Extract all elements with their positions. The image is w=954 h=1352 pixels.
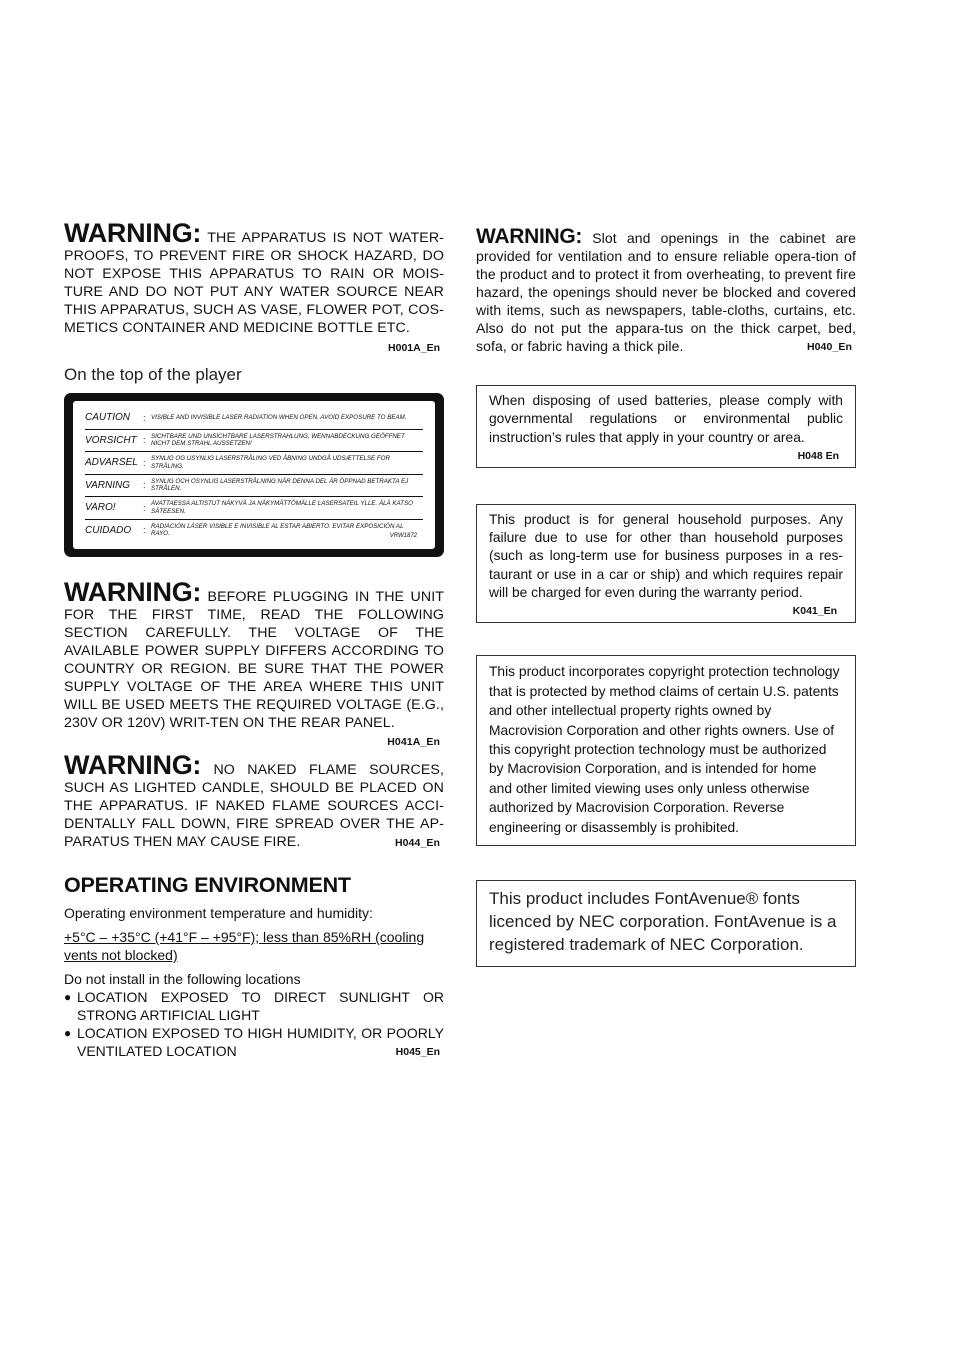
list-item (64, 988, 444, 1024)
label-row-text: RADIACIÓN LÁSER VISIBLE E INVISIBLE AL ESTAR ABIERTO. EVITAR EXPOSICIÓN AL RAYO. (151, 522, 404, 538)
warning-voltage (64, 577, 445, 748)
left-column (64, 218, 445, 1061)
warning-title: WARNING: (64, 577, 202, 607)
doc-code: H045_En (395, 1046, 440, 1058)
label-colon: : (143, 412, 146, 423)
label-row-text: AVATTAESSA ALTISTUT NÄKYVÄ JA NÄKYMÄTTÖMÄLLE LASERSATEIL YLLE. ÄLÄ KATSO SÄTEESEN. (151, 500, 413, 515)
label-row (85, 475, 423, 498)
label-row-name: VARNING (85, 479, 131, 491)
warning-title: WARNING: (476, 225, 583, 248)
label-colon: : (143, 525, 146, 536)
doc-code: H040_En (806, 341, 852, 353)
label-row (85, 407, 423, 430)
copyright-notice (476, 655, 856, 846)
warning-text: NO NAKED FLAME SOURCES, SUCH AS LIGHTED CANDLE, SHOULD BE PLACED ON THE APPARATUS. IF NAKED FLAME SOURCES ACCI-DENTALLY FALL DOWN, FIRE SPREAD OVER THE AP-PARATUS THEN MAY CAUSE FIRE. (64, 762, 444, 850)
list-item (64, 1024, 444, 1061)
section-heading: On the top of the player (64, 365, 242, 384)
right-column (476, 225, 856, 967)
notice-text: This product includes FontAvenue® fonts licenced by NEC corporation. FontAvenue is a registered trademark of NEC Corporation. (489, 889, 837, 955)
label-row-name: ADVARSEL (85, 457, 138, 469)
operating-intro: Operating environment temperature and humidity: (64, 905, 373, 921)
label-colon: : (143, 457, 146, 468)
label-row-name: VORSICHT (85, 434, 137, 446)
batteries-notice (476, 385, 856, 468)
label-colon: : (143, 502, 146, 513)
bullet-icon: ● (64, 990, 72, 1004)
doc-code: H041A_En (387, 736, 440, 748)
label-row (85, 520, 423, 542)
doc-code: H048 En (797, 449, 839, 462)
notice-text: When disposing of used batteries, please comply with governmental regulations or environmental public instruction’s rules that apply in your country or area. (489, 393, 843, 445)
list-item-text: LOCATION EXPOSED TO DIRECT SUNLIGHT OR STRONG ARTIFICIAL LIGHT (77, 989, 444, 1023)
label-row-name: CAUTION (85, 412, 130, 424)
label-row-text: SYNLIG OCH OSYNLIG LASERSTRÅLNING NÄR DENNA DEL ÄR ÖPPNAD BETRAKTA EJ STRÅLEN. (151, 477, 409, 493)
list-item-text (77, 1024, 444, 1061)
bullet-icon: ● (64, 1026, 72, 1040)
label-row (85, 497, 423, 520)
list-item-text: LOCATION EXPOSED TO HIGH HUMIDITY, OR POORLY VENTILATED LOCATION (77, 1025, 444, 1059)
warning-water (64, 218, 444, 337)
label-row-text: SICHTBARE UND UNSICHTBARE LASERSTRAHLUNG, WENNABDECKUNG GEÖFFNET NICHT DEM STRAHL AUSSETZEN! (151, 432, 405, 448)
label-row-text: SYNLIG OG USYNLIG LASERSTRÅLING VED ÅBNING UNDGÅ UDSÆTTELSE FOR STRÅLING. (151, 455, 390, 470)
notice-text: This product is for general household purposes. Any failure due to use for other than household purposes (such as long-term use for business purposes in a res-taurant or use in a car or ship) and which requires repair will be charged for even during the warranty period. (489, 511, 843, 601)
notice-text: This product incorporates copyright protection technology that is protected by method claims of certain U.S. patents and other intellectual property rights owned by Macrovision Corporation and other rights owners. Use of this copyright protection technology must be authorized by Macrovision Corporation, and is intended for home and other limited viewing uses only unless otherwise authorized by Macrovision Corporation. Reverse engineering or disassembly is prohibited. (489, 664, 840, 835)
label-code: VRW1872 (389, 533, 417, 539)
warning-flame (64, 750, 444, 851)
label-colon: : (143, 480, 146, 491)
doc-code: H001A_En (388, 342, 440, 354)
warning-title: WARNING: (64, 218, 202, 248)
label-row-name: VARO! (85, 502, 116, 514)
warning-text: THE APPARATUS IS NOT WATER-PROOFS, TO PREVENT FIRE OR SHOCK HAZARD, DO NOT EXPOSE THIS APPARATUS TO RAIN OR MOIS-TURE AND DO NOT PUT ANY WATER SOURCE NEAR THIS APPARATUS, SUCH AS VASE, FLOWER POT, COS-METICS CONTAINER AND MEDICINE BOTTLE ETC. (64, 230, 444, 336)
fonts-notice (476, 880, 856, 967)
warning-ventilation (476, 225, 856, 355)
laser-caution-label (64, 393, 444, 557)
label-colon: : (143, 435, 146, 446)
doc-code: H044_En (394, 837, 440, 849)
label-row (85, 430, 423, 453)
operating-environment (64, 873, 444, 1061)
doc-code: K041_En (792, 605, 837, 618)
section-heading: OPERATING ENVIRONMENT (64, 873, 351, 897)
warning-text: BEFORE PLUGGING IN THE UNIT FOR THE FIRST TIME, READ THE FOLLOWING SECTION CAREFULLY. THE VOLTAGE OF THE AVAILABLE POWER SUPPLY DIFFERS ACCORDING TO COUNTRY OR REGION. BE SURE THAT THE POWER SUPPLY VOLTAGE OF THE AREA WHERE THIS UNIT WILL BE USED MEETS THE REQUIRED VOLTAGE (E.G., 230V OR 120V) WRIT-TEN ON THE REAR PANEL. (64, 589, 445, 731)
label-row (85, 452, 423, 475)
label-row-text: VISIBLE AND INVISIBLE LASER RADIATION WHEN OPEN. AVOID EXPOSURE TO BEAM. (151, 414, 407, 422)
laser-label-inner (73, 401, 435, 549)
warning-text: Slot and openings in the cabinet are provided for ventilation and to ensure reliable opera-tion of the product and to protect it from overheating, to prevent fire hazard, the openings should never be blocked and covered with items, such as newspapers, table-cloths, curtains, etc. Also do not put the appara-tus on the thick carpet, bed, sofa, or fabric having a thick pile. (476, 230, 856, 354)
warning-title: WARNING: (64, 750, 202, 780)
household-notice (476, 504, 856, 623)
operating-range: +5°C – +35°C (+41°F – +95°F); less than 85%RH (cooling vents not blocked) (64, 929, 425, 963)
locations-intro: Do not install in the following locations (64, 971, 301, 987)
label-row-name: CUIDADO (85, 524, 132, 536)
